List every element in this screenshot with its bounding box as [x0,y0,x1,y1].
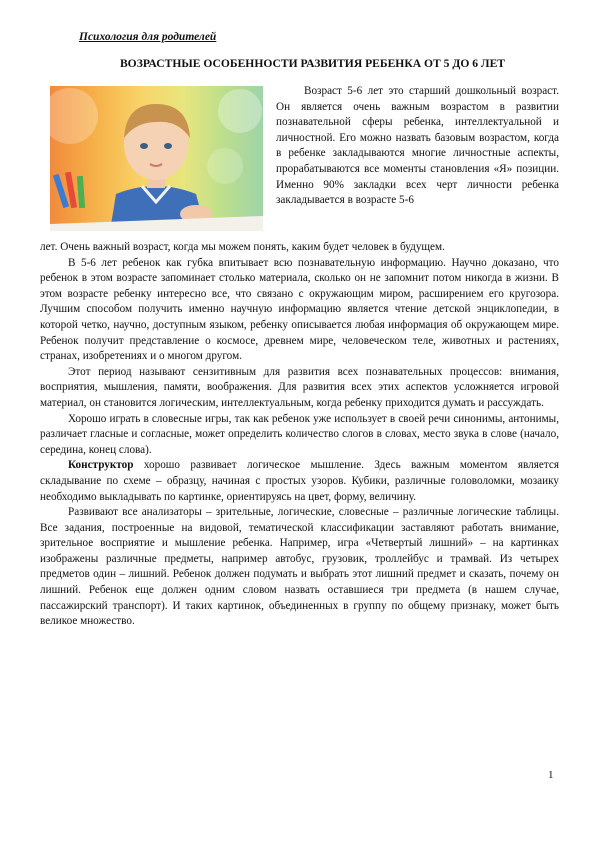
paragraph: Этот период называют сензитивным для развития всех познавательных процессов: внимания, восприятия, мышления, памяти, воображения. Для развития всех этих аспектов усложняется игровой материал, он становится логическим, интеллектуальным, когда ребенку приходится думать и рассуждать. [40,365,559,409]
article-title: ВОЗРАСТНЫЕ ОСОБЕННОСТИ РАЗВИТИЯ РЕБЕНКА ОТ 5 ДО 6 ЛЕТ [119,57,506,70]
intro-tail: лет. Очень важный возраст, когда мы можем понять, каким будет человек в будущем. [40,241,445,253]
page-number: 1 [548,769,554,781]
paragraph: В 5-6 лет ребенок как губка впитывает всю познавательную информацию. Научно доказано, что ребенок в этом возрасте запоминает столько материала, сколько он не запомнит потом никогда в жизни. В этом возрасте ребенку интересно все, что связано с окружающим миром, расширением его кругозора. Лучшим способом получить именно научную информацию является чтение детской энциклопедии, в которой четко, научно, доступным языком, ребенку описывается любая информация об окружающем мире. Ребенок получит представление о космосе, древнем мире, человеческом теле, животных и растениях, странах, изобретениях и о многом другом. [40,256,559,363]
intro-column [276,84,559,209]
lead-term: Конструктор [68,459,134,472]
intro-paragraph: Возраст 5-6 лет это старший дошкольный возраст. Он является очень важным возрастом в развитии познавательной сферы ребенка, интеллектуальной и личностной. Его можно назвать базовым возрастом, когда в ребенке закладываются многие личностные аспекты, прорабатываются все моменты становления «Я» позиции. Именно 90% закладки всех черт личности ребенка закладывается в возрасте 5-6 [276,85,559,207]
paragraph-text: хорошо развивает логическое мышление. Здесь важным моментом является складывание по схеме – образцу, начиная с простых узоров. Кубики, различные головоломки, мозаику необходимо выкладывать по картинке, ориентируясь на цвет, форму, величину. [40,459,559,503]
child-photo [50,86,263,231]
paragraph: Хорошо играть в словесные игры, так как ребенок уже использует в своей речи синонимы, антонимы, различает гласные и согласные, может определить количество слогов в словах, место звука в слове (начало, середина, конец слова). [40,412,559,456]
section-kicker: Психология для родителей [79,31,217,43]
child-illustration [50,86,263,231]
article-body [40,240,559,630]
paragraph: Развивают все анализаторы – зрительные, логические, словесные – различные логические таблицы. Все задания, построенные на видовой, тематической классификации заставляют работать внимание, зрительное восприятие и мышление ребенка. Например, игра «Четвертый лишний» – на картинках изображены различные предметы, например автобус, грузовик, троллейбус и трамвай. Из четырех предметов один – лишний. Ребенок должен подумать и выбрать этот лишний предмет и сказать, почему он лишний. Ребенок еще должен одним словом назвать оставшиеся три предмета (в нашем случае, пассажирский транспорт). И таких картинок, объединенных в группу по общему признаку, может быть великое множество. [40,506,559,628]
paragraph [40,458,559,505]
